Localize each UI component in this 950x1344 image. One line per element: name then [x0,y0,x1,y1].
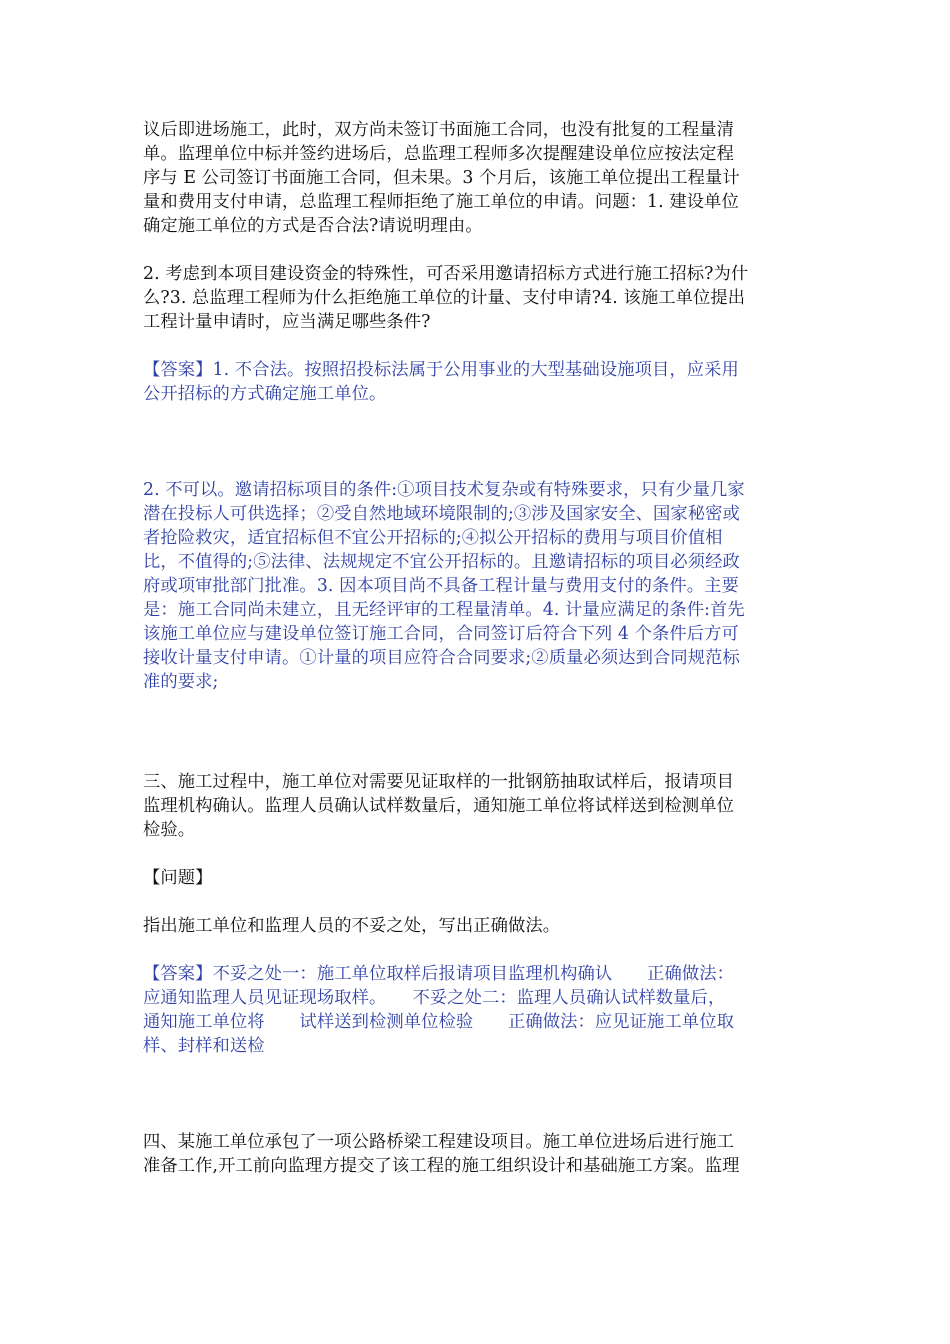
text-line: 指出施工单位和监理人员的不妥之处，写出正确做法。 [143,916,561,936]
text-line: 2. 不可以。邀请招标项目的条件:①项目技术复杂或有特殊要求，只有少量几家 [143,480,745,500]
question-text [143,914,813,938]
question-heading [143,866,813,890]
text-line: 【答案】不妥之处一：施工单位取样后报请项目监理机构确认 正确做法： [143,964,734,984]
text-line: 府或项审批部门批准。3. 因本项目尚不具备工程计量与费用支付的条件。主要 [143,576,739,596]
text-line: 者抢险救灾，适宜招标但不宜公开招标的;④拟公开招标的费用与项目价值相 [143,528,723,548]
answer-paragraph-3 [143,962,813,1058]
text-line: 工程计量申请时，应当满足哪些条件? [143,312,431,332]
text-line: 四、某施工单位承包了一项公路桥梁工程建设项目。施工单位进场后进行施工 [143,1132,734,1152]
text-line: 是：施工合同尚未建立，且无经评审的工程量清单。4. 计量应满足的条件:首先 [143,600,745,620]
text-line: 检验。 [143,820,196,840]
text-line: 潜在投标人可供选择；②受自然地域环境限制的;③涉及国家安全、国家秘密或 [143,504,740,524]
case-four-paragraph [143,1130,813,1178]
text-line: 2. 考虑到本项目建设资金的特殊性，可否采用邀请招标方式进行施工招标?为什 [143,264,749,284]
text-line: 准的要求; [143,672,219,692]
text-line: 单。监理单位中标并签约进场后，总监理工程师多次提醒建设单位应按法定程 [143,144,734,164]
text-line: 公开招标的方式确定施工单位。 [143,384,387,404]
text-line: 确定施工单位的方式是否合法?请说明理由。 [143,216,483,236]
text-line: 么?3. 总监理工程师为什么拒绝施工单位的计量、支付申请?4. 该施工单位提出 [143,288,746,308]
text-line: 【问题】 [143,868,213,888]
text-line: 样、封样和送检 [143,1036,265,1056]
case-three-paragraph [143,770,813,842]
text-line: 应通知监理人员见证现场取样。 不妥之处二：监理人员确认试样数量后， [143,988,726,1008]
text-line: 量和费用支付申请，总监理工程师拒绝了施工单位的申请。问题：1. 建设单位 [143,192,739,212]
text-line: 三、施工过程中，施工单位对需要见证取样的一批钢筋抽取试样后，报请项目 [143,772,734,792]
case-background-paragraph [143,118,813,238]
text-line: 通知施工单位将 试样送到检测单位检验 正确做法：应见证施工单位取 [143,1012,734,1032]
text-line: 序与 E 公司签订书面施工合同，但未果。3 个月后，该施工单位提出工程量计 [143,168,740,188]
answer-paragraph-2 [143,478,813,694]
text-line: 接收计量支付申请。①计量的项目应符合合同要求;②质量必须达到合同规范标 [143,648,740,668]
text-line: 议后即进场施工，此时，双方尚未签订书面施工合同，也没有批复的工程量清 [143,120,734,140]
text-line: 监理机构确认。监理人员确认试样数量后，通知施工单位将试样送到检测单位 [143,796,734,816]
text-line: 准备工作,开工前向监理方提交了该工程的施工组织设计和基础施工方案。监理 [143,1156,740,1176]
questions-paragraph [143,262,813,334]
text-line: 比，不值得的;⑤法律、法规规定不宜公开招标的。且邀请招标的项目必须经政 [143,552,740,572]
text-line: 该施工单位应与建设单位签订施工合同，合同签订后符合下列 4 个条件后方可 [143,624,739,644]
text-line: 【答案】1. 不合法。按照招投标法属于公用事业的大型基础设施项目，应采用 [143,360,739,380]
answer-paragraph-1 [143,358,813,406]
